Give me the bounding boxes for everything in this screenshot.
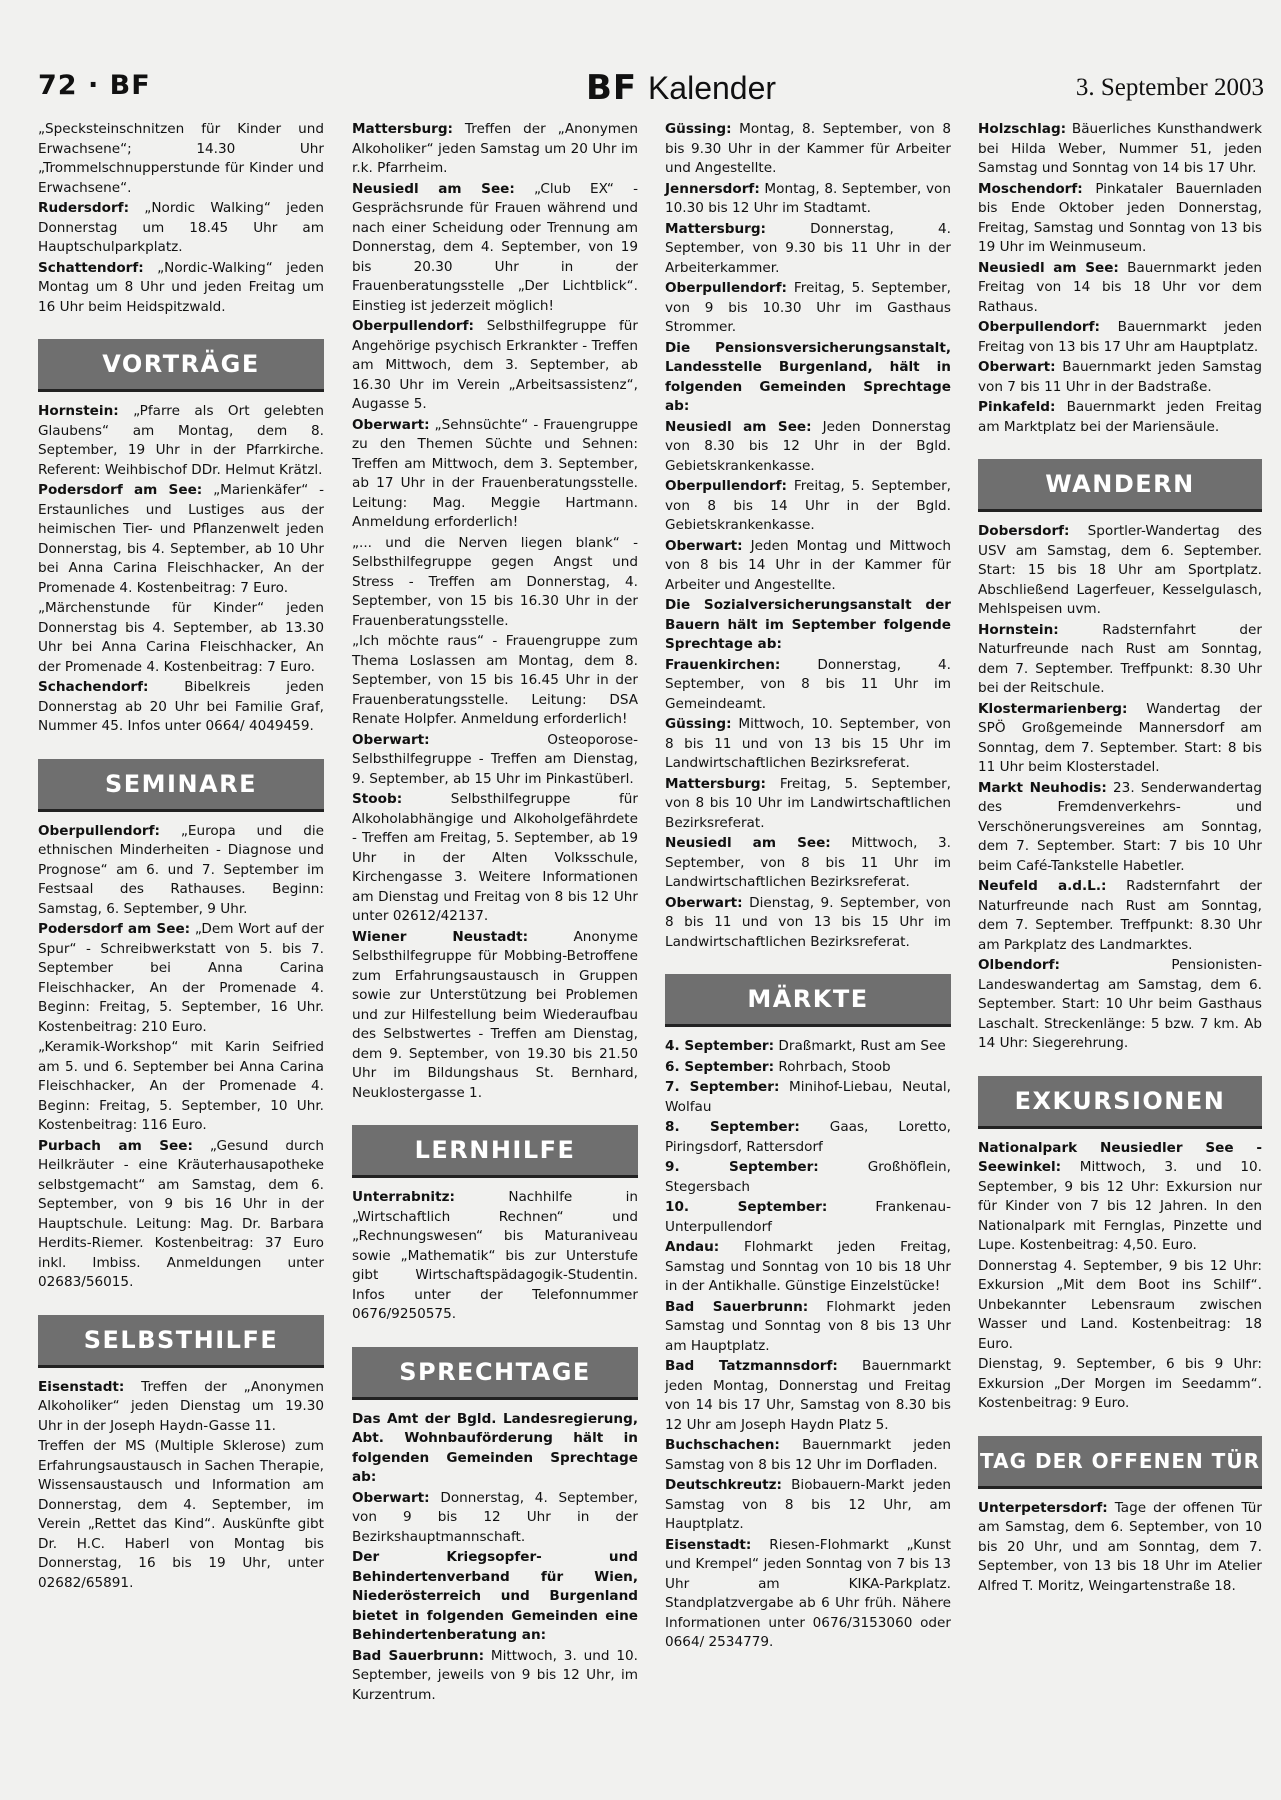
event-place: Markt Neuhodis: — [978, 779, 1107, 796]
event-list — [38, 199, 324, 317]
event-text: Sportler-Wandertag des USV am Samstag, dem 6. September. Start: 15 bis 18 Uhr am Sportplatz. Abschließend Lagerfeuer, Kesselgulasch, Mehlspeisen uvm. — [978, 523, 1262, 617]
event-entry — [38, 481, 324, 598]
event-text: Tage der offenen Tür am Samstag, dem 6. September, von 10 bis 20 Uhr, und am Sonntag, dem 7. September, von 13 bis 18 Uhr im Atelier Alfred T. Moritz, Weingartenstraße 18. — [978, 1499, 1262, 1594]
event-text: Bibelkreis jeden Donnerstag ab 20 Uhr bei Familie Graf, Nummer 45. Infos unter 0664/ 4049459. — [38, 679, 324, 734]
event-text: Flohmarkt jeden Freitag, Samstag und Sonntag von 10 bis 18 Uhr in der Antikhalle. Günstige Einzelstücke! — [665, 1239, 951, 1294]
event-place: 4. September: — [665, 1038, 775, 1054]
event-text: „Märchenstunde für Kinder“ jeden Donnerstag bis 4. September, ab 13.30 Uhr bei Anna Carina Fleischhacker, An der Promenade 4. Kostenbeitrag: 7 Euro. — [38, 600, 324, 675]
event-place: Mattersburg: — [352, 121, 453, 137]
event-place: Oberwart: — [665, 537, 743, 554]
event-list — [352, 120, 638, 1103]
event-entry — [38, 678, 324, 737]
event-place: Schattendorf: — [38, 259, 144, 276]
event-text: Donnerstag, 4. September, von 8 bis 11 Uhr im Gemeindeamt. — [665, 656, 951, 712]
event-place: Eisenstadt: — [38, 1378, 125, 1395]
event-place: Frauenkirchen: — [665, 656, 781, 673]
event-text: Rohrbach, Stoob — [774, 1058, 891, 1075]
column-3 — [665, 120, 951, 1654]
event-text: „Europa und die ethnischen Minderheiten - Diagnose und Prognose“ am 6. und 7. September im Festsaal des Rathauses. Beginn: Samstag, 6. September, 9 Uhr. — [38, 822, 324, 917]
event-entry — [352, 928, 638, 1104]
event-place: 8. September: — [665, 1119, 800, 1135]
event-entry — [665, 477, 951, 536]
event-text: „Sehnsüchte“ - Frauengruppe zu den Themen Süchte und Sehnen: Treffen am Mittwoch, dem 3. September, ab 17 Uhr in der Frauenberatungsstelle. Leitung: Mag. Meggie Hartmann. Anmeldung erforderlich! — [352, 416, 638, 530]
section-heading-lernhilfe: LERNHILFE — [352, 1125, 638, 1178]
issue-date: 3. September 2003 — [1075, 74, 1264, 101]
event-text: „Pfarre als Ort gelebten Glaubens“ am Montag, dem 8. September, 19 Uhr in der Pfarrkirche. Referent: Weihbischof DDr. Helmut Krätzl. — [38, 403, 324, 478]
event-place: Klostermarienberg: — [978, 700, 1128, 717]
event-entry — [978, 1355, 1262, 1414]
event-entry — [352, 790, 638, 927]
event-entry — [665, 834, 951, 893]
event-place: Podersdorf am See: — [38, 482, 203, 498]
event-place: Bad Sauerbrunn: — [665, 1298, 809, 1315]
event-entry — [978, 1499, 1262, 1597]
event-text: Montag, 8. September, von 10.30 bis 12 Uhr im Stadtamt. — [665, 180, 951, 216]
event-place: Neusiedl am See: — [352, 180, 515, 197]
event-entry — [665, 180, 951, 219]
event-entry — [978, 956, 1262, 1054]
event-entry — [665, 775, 951, 834]
event-entry — [352, 416, 638, 533]
event-text: Wandertag der SPÖ Großgemeinde Mannersdorf am Sonntag, dem 7. September. Start: 8 bis 11 Uhr beim Klosterstadel. — [978, 700, 1262, 775]
event-text: Pensionisten-Landeswandertag am Samstag, dem 6. September. Start: 10 Uhr beim Gasthaus Laschalt. Streckenlänge: 5 bzw. 7 km. Ab 14 Uhr: Siegerehrung. — [978, 957, 1262, 1051]
event-place: Oberpullendorf: — [352, 318, 474, 334]
event-text: Flohmarkt jeden Samstag und Sonntag von 8 bis 13 Uhr am Hauptplatz. — [665, 1298, 951, 1354]
event-entry — [38, 1378, 324, 1437]
event-place: Purbach am See: — [38, 1137, 193, 1154]
intro-text: Das Amt der Bgld. Landesregierung, Abt. Wohnbauförderung hält in folgenden Gemeinden Sprechtage ab: — [352, 1410, 638, 1485]
event-list — [978, 1139, 1262, 1414]
event-text: Bauernmarkt jeden Samstag von 7 bis 11 Uhr in der Badstraße. — [978, 359, 1262, 395]
event-list — [978, 120, 1262, 437]
event-text: Mittwoch, 3. und 10. September, jeweils von 9 bis 12 Uhr, im Kurzentrum. — [352, 1647, 638, 1703]
event-text: „Keramik-Workshop“ mit Karin Seifried am 5. und 6. September bei Anna Carina Fleischhacker, An der Promenade 4. Beginn: Freitag, 5. September, 10 Uhr. Kostenbeitrag: 116 Euro. — [38, 1039, 324, 1133]
event-entry — [38, 1038, 324, 1136]
event-place: Andau: — [665, 1239, 720, 1255]
event-place: Dobersdorf: — [978, 523, 1070, 539]
event-place: Oberpullendorf: — [38, 822, 160, 839]
event-text: Freitag, 5. September, von 9 bis 10.30 Uhr im Gasthaus Strommer. — [665, 280, 951, 335]
event-place: Hornstein: — [38, 403, 119, 419]
event-text: Pinkataler Bauernladen bis Ende Oktober jeden Donnerstag, Freitag, Samstag und Sonntag von 13 bis 19 Uhr im Weinmuseum. — [978, 180, 1262, 255]
section-heading-sprechtage: SPRECHTAGE — [352, 1347, 638, 1400]
event-place: Nationalpark Neusiedler See - Seewinkel: — [978, 1139, 1262, 1175]
event-entry — [978, 398, 1262, 437]
event-entry — [665, 1058, 951, 1078]
page-number: 72 · BF — [38, 70, 151, 101]
event-entry — [352, 1647, 638, 1706]
section-heading-selbsthilfe: SELBSTHILFE — [38, 1315, 324, 1368]
event-list — [978, 1499, 1262, 1597]
event-place: Schachendorf: — [38, 679, 149, 695]
event-place: Moschendorf: — [978, 180, 1083, 197]
section-heading-maerkte: MÄRKTE — [665, 974, 951, 1027]
event-entry — [38, 1137, 324, 1293]
event-text: Gaas, Loretto, Piringsdorf, Rattersdorf — [665, 1119, 951, 1155]
event-entry — [665, 120, 951, 179]
event-text: Bauernmarkt jeden Freitag am Marktplatz bei der Mariensäule. — [978, 399, 1262, 435]
event-text: Biobauern-Markt jeden Samstag von 8 bis 12 Uhr, am Hauptplatz. — [665, 1477, 951, 1532]
event-text: Freitag, 5. September, von 8 bis 14 Uhr in der Bgld. Gebietskrankenkasse. — [665, 478, 951, 533]
event-place: Olbendorf: — [978, 957, 1060, 973]
event-place: Oberwart: — [352, 1489, 430, 1506]
intro-text: Die Pensionsversicherungsanstalt, Landesstelle Burgenland, hält in folgenden Gemeinden Sprechtage ab: — [665, 339, 951, 414]
intro-text: Der Kriegsopfer- und Behindertenverband für Wien, Niederösterreich und Burgenland bietet in folgenden Gemeinden eine Behindertenberatung an: — [352, 1549, 638, 1643]
event-entry — [38, 259, 324, 318]
event-place: Mattersburg: — [665, 220, 766, 237]
event-text: Nachhilfe in „Wirtschaftlich Rechnen“ und „Rechnungswesen“ bis Maturaniveau sowie „Mathematik“ bis zur Unterstufe gibt Wirtschaftspädagogik-Studentin. Infos unter der Telefonnummer 0676/9250575. — [352, 1189, 638, 1322]
event-text: „Nordic-Walking“ jeden Montag um 8 Uhr und jeden Freitag um 16 Uhr beim Heidspitzwald. — [38, 259, 324, 315]
event-entry — [665, 715, 951, 774]
event-list — [665, 1037, 951, 1653]
event-place: 9. September: — [665, 1159, 819, 1175]
event-place: Neusiedl am See: — [665, 418, 812, 435]
event-entry — [978, 259, 1262, 318]
event-entry — [978, 621, 1262, 699]
event-text: „Gesund durch Heilkräuter - eine Kräuterhausapotheke selbstgemacht“ am Samstag, dem 6. September, von 9 bis 16 Uhr in der Hauptschule. Leitung: Mag. Dr. Barbara Herdits-Riemer. Kostenbeitrag: 37 Euro inkl. Imbiss. Anmeldungen unter 02683/56015. — [38, 1137, 324, 1290]
event-entry — [978, 120, 1262, 179]
event-list — [352, 1489, 638, 1548]
event-place: Jennersdorf: — [665, 180, 760, 197]
event-place: Neusiedl am See: — [665, 835, 831, 851]
page-header — [38, 68, 1264, 108]
event-place: Oberpullendorf: — [665, 478, 787, 494]
event-place: Rudersdorf: — [38, 200, 130, 216]
event-entry — [665, 537, 951, 596]
event-text: Riesen-Flohmarkt „Kunst und Krempel“ jeden Sonntag von 7 bis 13 Uhr am KIKA-Parkplatz. Standplatzvergabe ab 6 Uhr früh. Nähere Informationen unter 0676/3153060 oder 0664/ 2534779. — [665, 1536, 951, 1650]
event-entry — [978, 180, 1262, 258]
event-entry — [352, 534, 638, 632]
event-text: Freitag, 5. September, von 8 bis 10 Uhr im Landwirtschaftlichen Bezirksreferat. — [665, 775, 951, 831]
section-title: Kalender — [647, 70, 777, 106]
column-2 — [352, 120, 638, 1706]
event-entry — [352, 120, 638, 179]
event-place: Stoob: — [352, 791, 403, 807]
event-entry — [665, 1436, 951, 1475]
event-entry — [665, 1078, 951, 1117]
event-text: „... und die Nerven liegen blank“ - Selbsthilfegruppe gegen Angst und Stress - Treffen am Donnerstag, 4. September, von 15 bis 16.30 Uhr in der Frauenberatungsstelle. — [352, 534, 638, 629]
event-text: Bauernmarkt jeden Freitag von 14 bis 18 Uhr vor dem Rathaus. — [978, 259, 1262, 315]
event-place: Güssing: — [665, 121, 732, 137]
event-text: Radsternfahrt der Naturfreunde nach Rust am Sonntag, dem 7. September. Treffpunkt: 8.30 Uhr bei der Reitschule. — [978, 621, 1262, 696]
event-place: Hornstein: — [978, 621, 1059, 638]
event-text: Mittwoch, 3. September, von 8 bis 11 Uhr im Landwirtschaftlichen Bezirksreferat. — [665, 835, 952, 890]
event-text: „Dem Wort auf der Spur“ - Schreibwerkstatt von 5. bis 7. September bei Anna Carina Fleischhacker, An der Promenade 4. Beginn: Freitag, 5. September, 16 Uhr. Kostenbeitrag: 210 Euro. — [38, 921, 324, 1035]
event-place: Bad Tatzmannsdorf: — [665, 1358, 838, 1374]
event-place: Oberpullendorf: — [665, 280, 787, 296]
event-entry — [352, 731, 638, 790]
event-entry — [352, 180, 638, 317]
event-list — [38, 822, 324, 1293]
event-text: Donnerstag 4. September, 9 bis 12 Uhr: Exkursion „Mit dem Boot ins Schilf“. Unbekannter Lebensraum zwischen Wasser und Land. Kostenbeitrag: 18 Euro. — [978, 1257, 1262, 1352]
event-entry — [978, 779, 1262, 877]
event-text: Donnerstag, 4. September, von 9.30 bis 11 Uhr in der Arbeiterkammer. — [665, 220, 951, 276]
intro-text: Die Sozialversicherungsanstalt der Bauern hält im September folgende Sprechtage ab: — [665, 597, 951, 652]
event-entry — [38, 199, 324, 258]
event-place: Neusiedl am See: — [978, 259, 1119, 276]
event-place: Wiener Neustadt: — [352, 928, 529, 945]
event-place: Oberwart: — [978, 359, 1056, 375]
event-entry — [352, 1489, 638, 1548]
event-text: Dienstag, 9. September, von 8 bis 11 und von 13 bis 15 Uhr im Landwirtschaftlichen Bezirksreferat. — [665, 894, 951, 950]
event-entry — [978, 1257, 1262, 1355]
event-place: Oberpullendorf: — [978, 319, 1100, 335]
event-text: „Nordic Walking“ jeden Donnerstag um 18.45 Uhr am Hauptschulparkplatz. — [38, 200, 324, 255]
event-list — [978, 522, 1262, 1054]
event-text: Großhöflein, Stegersbach — [665, 1159, 951, 1195]
event-entry — [665, 1357, 951, 1435]
event-entry — [978, 358, 1262, 397]
page-title — [586, 68, 776, 108]
event-entry — [978, 700, 1262, 778]
event-entry — [665, 1298, 951, 1357]
event-text: Dienstag, 9. September, 6 bis 9 Uhr: Exkursion „Der Morgen im Seedamm“. Kostenbeitrag: 9 Euro. — [978, 1356, 1262, 1411]
event-text: „Ich möchte raus“ - Frauengruppe zum Thema Loslassen am Montag, dem 8. September, von 15 bis 16.45 Uhr in der Frauenberatungsstelle. Leitung: DSA Renate Holpfer. Anmeldung erforderlich! — [352, 633, 638, 727]
event-entry — [38, 402, 324, 480]
event-place: Unterrabnitz: — [352, 1189, 455, 1205]
event-entry — [978, 318, 1262, 357]
intro-text: „Specksteinschnitzen für Kinder und Erwachsene“; 14.30 Uhr „Trommelschnupperstunde für Kinder und Erwachsene“. — [38, 121, 324, 196]
event-entry — [978, 522, 1262, 620]
event-entry — [665, 1536, 951, 1653]
column-1 — [38, 120, 324, 1594]
event-place: Unterpetersdorf: — [978, 1499, 1108, 1516]
event-text: Bauernmarkt jeden Montag, Donnerstag und Freitag von 14 bis 17 Uhr, Samstag von 8.30 bis 12 Uhr am Joseph Haydn Platz 5. — [665, 1358, 951, 1433]
event-text: Selbsthilfegruppe für Alkoholabhängige und Alkoholgefährdete - Treffen am Freitag, 5. September, ab 19 Uhr in der Alten Volksschule, Kirchengasse 3. Weitere Informationen am Dienstag und Freitag von 8 bis 12 Uhr unter 02612/42137. — [352, 791, 638, 924]
event-text: Treffen der MS (Multiple Sklerose) zum Erfahrungsaustausch in Sachen Therapie, Wissensaustausch und Information am Donnerstag, dem 4. September, im Verein „Rettet das Kind“. Auskünfte gibt Dr. H.C. Haberl von Montag bis Donnerstag, 16 bis 19 Uhr, unter 02682/65891. — [38, 1438, 324, 1591]
event-text: Frankenau-Unterpullendorf — [665, 1199, 951, 1235]
event-text: Bauernmarkt jeden Samstag von 8 bis 12 Uhr im Dorfladen. — [665, 1437, 951, 1473]
event-text: Jeden Montag und Mittwoch von 8 bis 14 Uhr in der Kammer für Arbeiter und Angestellte. — [665, 537, 951, 593]
event-list — [665, 418, 951, 596]
event-text: Treffen der „Anonymen Alkoholiker“ jeden Samstag um 20 Uhr im r.k. Pfarrheim. — [352, 121, 638, 176]
event-place: Eisenstadt: — [665, 1536, 752, 1553]
event-entry — [665, 1198, 951, 1237]
event-entry — [38, 920, 324, 1037]
event-place: Oberwart: — [352, 731, 430, 748]
event-text: Draßmarkt, Rust am See — [774, 1038, 946, 1054]
event-text: Montag, 8. September, von 8 bis 9.30 Uhr in der Kammer für Arbeiter und Angestellte. — [665, 121, 951, 176]
event-text: Minihof-Liebau, Neutal, Wolfau — [665, 1079, 951, 1115]
event-text: Treffen der „Anonymen Alkoholiker“ jeden Dienstag um 19.30 Uhr in der Joseph Haydn-Gasse 11. — [38, 1378, 324, 1434]
event-entry — [665, 418, 951, 477]
event-entry — [665, 1158, 951, 1197]
section-heading-tag-der-offenen-tuer: TAG DER OFFENEN TÜR — [978, 1436, 1262, 1489]
event-entry — [352, 317, 638, 415]
event-place: 6. September: — [665, 1058, 775, 1075]
event-list — [665, 120, 951, 338]
event-place: Holzschlag: — [978, 121, 1067, 137]
column-4 — [978, 120, 1262, 1597]
event-text: Selbsthilfegruppe für Angehörige psychisch Erkrankter - Treffen am Mittwoch, dem 3. September, ab 16.30 Uhr im Verein „Arbeitsassistenz“, Augasse 5. — [352, 318, 638, 412]
event-entry — [665, 894, 951, 953]
event-entry — [352, 632, 638, 730]
event-place: Güssing: — [665, 716, 732, 732]
event-entry — [38, 599, 324, 677]
event-list — [38, 1378, 324, 1594]
event-entry — [665, 1238, 951, 1297]
event-entry — [665, 279, 951, 338]
event-entry — [38, 822, 324, 920]
event-text: Mittwoch, 10. September, von 8 bis 11 und von 13 bis 15 Uhr im Landwirtschaftlichen Bezirksreferat. — [665, 716, 951, 771]
event-entry — [665, 1476, 951, 1535]
event-entry — [665, 220, 951, 279]
event-place: Podersdorf am See: — [38, 921, 191, 937]
bf-logo: BF — [586, 68, 638, 108]
event-place: Oberwart: — [352, 416, 430, 433]
event-text: Bauernmarkt jeden Freitag von 13 bis 17 Uhr am Hauptplatz. — [978, 319, 1262, 355]
section-heading-seminare: SEMINARE — [38, 759, 324, 812]
event-entry — [665, 1118, 951, 1157]
event-entry — [38, 1437, 324, 1593]
event-text: Mittwoch, 3. und 10. September, 9 bis 12 Uhr: Exkursion nur für Kinder von 7 bis 12 Jahren. In den Nationalpark mit Fernglas, Pinzette und Lupe. Kostenbeitrag: 4,50. Euro. — [978, 1159, 1262, 1253]
event-list — [352, 1647, 638, 1706]
event-text: Jeden Donnerstag von 8.30 bis 12 Uhr in der Bgld. Gebietskrankenkasse. — [665, 418, 952, 474]
section-heading-vortraege: VORTRÄGE — [38, 339, 324, 392]
event-text: Donnerstag, 4. September, von 9 bis 12 Uhr in der Bezirkshauptmannschaft. — [352, 1489, 638, 1545]
event-entry — [978, 1139, 1262, 1256]
event-place: Neufeld a.d.L.: — [978, 878, 1107, 894]
event-entry — [665, 1037, 951, 1057]
event-text: Bäuerliches Kunsthandwerk bei Hilda Weber, Nummer 51, jeden Samstag und Sonntag von 14 bis 17 Uhr. — [978, 121, 1262, 176]
event-text: „Club EX“ - Gesprächsrunde für Frauen während und nach einer Scheidung oder Trennung am Donnerstag, dem 4. September, von 19 bis 20.30 Uhr in der Frauenberatungsstelle „Der Lichtblick“. Einstieg ist jederzeit möglich! — [352, 180, 638, 314]
event-text: Anonyme Selbsthilfegruppe für Mobbing-Betroffene zum Erfahrungsaustausch in Gruppen sowie zur Unterstützung bei Problemen und zur Hilfestellung beim Wiederaufbau des Selbstwertes - Treffen am Dienstag, dem 9. September, von 19.30 bis 21.50 Uhr im Bildungshaus St. Bernhard, Neuklostergasse 1. — [352, 928, 638, 1101]
event-text: 23. Senderwandertag des Fremdenverkehrs- und Verschönerungsvereines am Sonntag, dem 7. September. Start: 7 bis 10 Uhr beim Café-Tankstelle Habetler. — [978, 779, 1262, 874]
event-list — [38, 402, 324, 737]
event-entry — [665, 656, 951, 715]
event-list — [665, 656, 951, 953]
event-list — [352, 1188, 638, 1325]
event-place: 10. September: — [665, 1199, 828, 1215]
section-heading-wandern: WANDERN — [978, 459, 1262, 512]
event-place: 7. September: — [665, 1079, 780, 1095]
event-text: „Marienkäfer“ - Erstaunliches und Lustiges aus der heimischen Tier- und Pflanzenwelt jeden Donnerstag, bis 4. September, ab 10 Uhr bei Anna Carina Fleischhacker, An der Promenade 4. Kostenbeitrag: 7 Euro. — [38, 482, 324, 596]
event-entry — [352, 1188, 638, 1325]
event-text: Radsternfahrt der Naturfreunde nach Rust am Sonntag, dem 7. September. Treffpunkt: 8.30 Uhr am Parkplatz des Landmarktes. — [978, 878, 1262, 953]
event-place: Buchschachen: — [665, 1437, 780, 1453]
event-place: Mattersburg: — [665, 775, 766, 792]
event-entry — [978, 877, 1262, 955]
event-text: Osteoporose-Selbsthilfegruppe - Treffen am Dienstag, 9. September, ab 15 Uhr im Pinkastüberl. — [352, 731, 638, 787]
event-place: Deutschkreutz: — [665, 1477, 782, 1493]
event-place: Pinkafeld: — [978, 399, 1056, 415]
event-place: Oberwart: — [665, 894, 743, 911]
event-place: Bad Sauerbrunn: — [352, 1647, 485, 1664]
section-heading-exkursionen: EXKURSIONEN — [978, 1076, 1262, 1129]
